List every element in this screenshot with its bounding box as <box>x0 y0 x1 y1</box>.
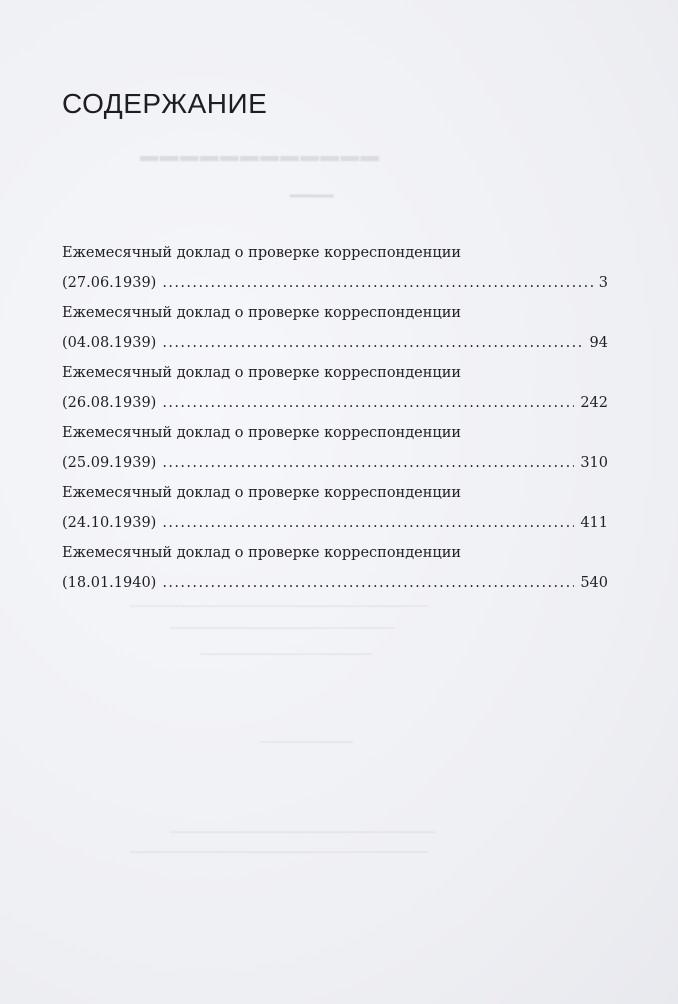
toc-entry-date: (18.01.1940) <box>62 575 157 591</box>
toc-entry-date: (25.09.1939) <box>62 455 157 471</box>
toc-entry[interactable] <box>62 238 608 298</box>
toc-entry-title: Ежемесячный доклад о проверке корреспонденции <box>62 485 462 501</box>
bleed-through-title: ━━━━━━━━━━━━ <box>140 142 381 177</box>
bleed-through-block: ───────────────────────────────────────────── <box>130 600 429 613</box>
dot-leader <box>162 328 583 358</box>
toc-entry-page: 540 <box>580 575 608 591</box>
toc-entry[interactable] <box>62 298 608 358</box>
toc-entry-page: 411 <box>580 515 608 531</box>
dot-leader <box>162 448 574 478</box>
bleed-through-subtitle: ━━━━ <box>290 186 334 207</box>
toc-entry-title: Ежемесячный доклад о проверке корреспонденции <box>62 245 462 261</box>
bleed-through-block: ──────────────────────────────────────── <box>170 826 435 839</box>
toc-entry-date: (26.08.1939) <box>62 395 157 411</box>
toc-entry-date: (27.06.1939) <box>62 275 157 291</box>
toc-entry-title: Ежемесячный доклад о проверке корреспонденции <box>62 425 462 441</box>
toc-entry-title: Ежемесячный доклад о проверке корреспонденции <box>62 365 462 381</box>
toc-entry-title: Ежемесячный доклад о проверке корреспонденции <box>62 545 462 561</box>
toc-entry-page: 3 <box>598 275 608 291</box>
dot-leader <box>162 388 574 418</box>
dot-leader <box>162 568 574 598</box>
bleed-through-block: ────────────── <box>260 736 353 749</box>
toc-entry-date: (04.08.1939) <box>62 335 157 351</box>
page-title: СОДЕРЖАНИЕ <box>62 88 268 119</box>
bleed-through-block: ────────────────────────────────── <box>170 622 396 635</box>
bleed-through-block: ────────────────────────── <box>200 648 373 661</box>
toc-entry[interactable] <box>62 478 608 538</box>
toc-entry-title: Ежемесячный доклад о проверке корреспонденции <box>62 305 462 321</box>
bleed-through-block: ───────────────────────────────────────────── <box>130 846 429 859</box>
toc-entry[interactable] <box>62 358 608 418</box>
dot-leader <box>162 268 592 298</box>
toc-entry[interactable] <box>62 538 608 598</box>
dot-leader <box>162 508 574 538</box>
toc-entry-page: 242 <box>580 395 608 411</box>
toc-entry[interactable] <box>62 418 608 478</box>
toc-entry-page: 310 <box>580 455 608 471</box>
toc-entry-date: (24.10.1939) <box>62 515 157 531</box>
table-of-contents <box>62 238 608 598</box>
toc-entry-page: 94 <box>589 335 608 351</box>
